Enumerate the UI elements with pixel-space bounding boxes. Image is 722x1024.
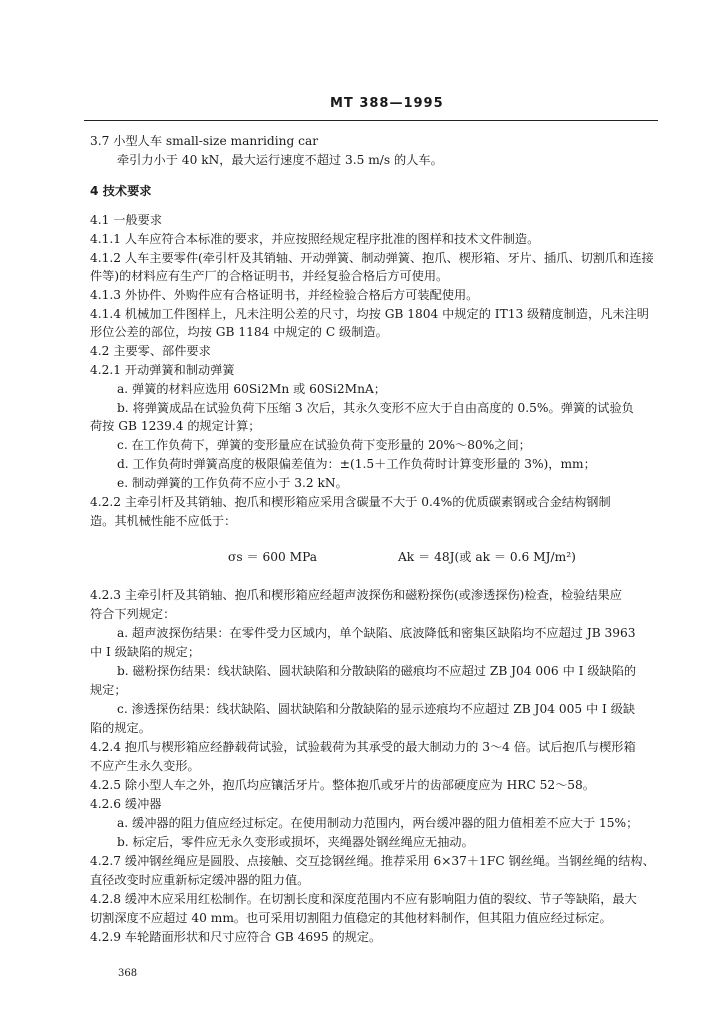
text-line: 4.1.3 外协件、外购件应有合格证明书，并经检验合格后方可装配使用。 xyxy=(90,288,479,302)
text-line: 4.1.4 机械加工件图样上，凡未注明公差的尺寸，均按 GB 1804 中规定的 IT13 级精度制造，凡未注明 xyxy=(90,307,649,321)
text-line: 4.2.4 抱爪与楔形箱应经静载荷试验，试验载荷为其承受的最大制动力的 3～4 倍。试后抱爪与楔形箱 xyxy=(90,740,636,754)
text-line: 4.2.1 开动弹簧和制动弹簧 xyxy=(90,363,235,377)
text-line: 陷的规定。 xyxy=(90,721,151,735)
text-line: 中 Ⅰ 级缺陷的规定； xyxy=(90,645,201,659)
text-line: 直径改变时应重新标定缓冲器的阻力值。 xyxy=(90,873,310,887)
text-line: 4 技术要求 xyxy=(90,184,152,198)
text-line: 不应产生永久变形。 xyxy=(90,759,200,773)
running-header: MT 388—1995 xyxy=(330,96,444,111)
text-line: 4.2.6 缓冲器 xyxy=(90,797,162,811)
text-line: c. 在工作负荷下，弹簧的变形量应在试验负荷下变形量的 20%～80%之间； xyxy=(117,438,531,452)
text-line: 4.1.2 人车主要零件(牵引杆及其销轴、开动弹簧、制动弹簧、抱爪、楔形箱、牙片、插爪、切割爪和连接 xyxy=(90,251,654,265)
text-line: b. 磁粉探伤结果：线状缺陷、圆状缺陷和分散缺陷的磁痕均不应超过 ZB J04 006 中 Ⅰ 级缺陷的 xyxy=(117,664,637,678)
text-line: 件等)的材料应有生产厂的合格证明书，并经复验合格后方可使用。 xyxy=(90,269,449,283)
text-line: 造。其机械性能不应低于： xyxy=(90,514,237,528)
text-line: Ak ＝ 48J(或 ak ＝ 0.6 MJ/m²) xyxy=(398,550,576,564)
text-line: 规定； xyxy=(90,683,127,697)
text-line: a. 缓冲器的阻力值应经过标定。在使用制动力范围内，两台缓冲器的阻力值相差不应大于 15%； xyxy=(117,816,639,830)
text-line: 4.2 主要零、部件要求 xyxy=(90,344,211,358)
text-line: 形位公差的部位，均按 GB 1184 中规定的 C 级制造。 xyxy=(90,325,388,339)
text-line: d. 工作负荷时弹簧高度的极限偏差值为：±(1.5＋工作负荷时计算变形量的 3%)，mm； xyxy=(117,457,596,471)
text-line: 4.2.5 除小型人车之外，抱爪均应镶活牙片。整体抱爪或牙片的齿部硬度应为 HRC 52～58。 xyxy=(90,778,595,792)
text-line: a. 超声波探伤结果：在零件受力区域内，单个缺陷、底波降低和密集区缺陷均不应超过 JB 3963 xyxy=(117,626,636,640)
text-line: b. 标定后，零件应无永久变形或损坏，夹绳器处钢丝绳应无抽动。 xyxy=(117,835,474,849)
page-number: 368 xyxy=(118,968,138,979)
text-line: 4.2.3 主牵引杆及其销轴、抱爪和楔形箱应经超声波探伤和磁粉探伤(或渗透探伤)检查，检验结果应 xyxy=(90,588,622,602)
text-line: c. 渗透探伤结果：线状缺陷、圆状缺陷和分散缺陷的显示迹痕均不应超过 ZB J04 005 中 Ⅰ 级缺 xyxy=(117,702,636,716)
text-line: 4.2.2 主牵引杆及其销轴、抱爪和楔形箱应采用含碳量不大于 0.4%的优质碳素钢或合金结构钢制 xyxy=(90,495,611,509)
text-line: 4.1 一般要求 xyxy=(90,213,163,227)
text-line: 4.2.8 缓冲木应采用红松制作。在切割长度和深度范围内不应有影响阻力值的裂纹、节子等缺陷，最大 xyxy=(90,892,637,906)
text-line: 符合下列规定： xyxy=(90,607,176,621)
header-rule xyxy=(84,120,658,121)
text-line: e. 制动弹簧的工作负荷不应小于 3.2 kN。 xyxy=(117,476,348,490)
text-line: 切割深度不应超过 40 mm。也可采用切割阻力值稳定的其他材料制作，但其阻力值应经过标定。 xyxy=(90,911,612,925)
text-line: 4.2.7 缓冲钢丝绳应是圆股、点接触、交互捻钢丝绳。推荐采用 6×37＋1FC 钢丝绳。当钢丝绳的结构、 xyxy=(90,854,655,868)
text-line: 3.7 小型人车 small-size manriding car xyxy=(90,134,319,148)
text-line: σs ＝ 600 MPa xyxy=(228,550,318,564)
text-line: a. 弹簧的材料应选用 60Si2Mn 或 60Si2MnA； xyxy=(117,382,386,396)
text-line: 4.2.9 车轮踏面形状和尺寸应符合 GB 4695 的规定。 xyxy=(90,930,382,944)
text-line: b. 将弹簧成品在试验负荷下压缩 3 次后，其永久变形不应大于自由高度的 0.5%。弹簧的试验负 xyxy=(117,401,634,415)
text-line: 牵引力小于 40 kN，最大运行速度不超过 3.5 m/s 的人车。 xyxy=(117,153,443,167)
text-line: 4.1.1 人车应符合本标准的要求，并应按照经规定程序批准的图样和技术文件制造。 xyxy=(90,232,540,246)
text-line: 荷按 GB 1239.4 的规定计算； xyxy=(90,419,261,433)
